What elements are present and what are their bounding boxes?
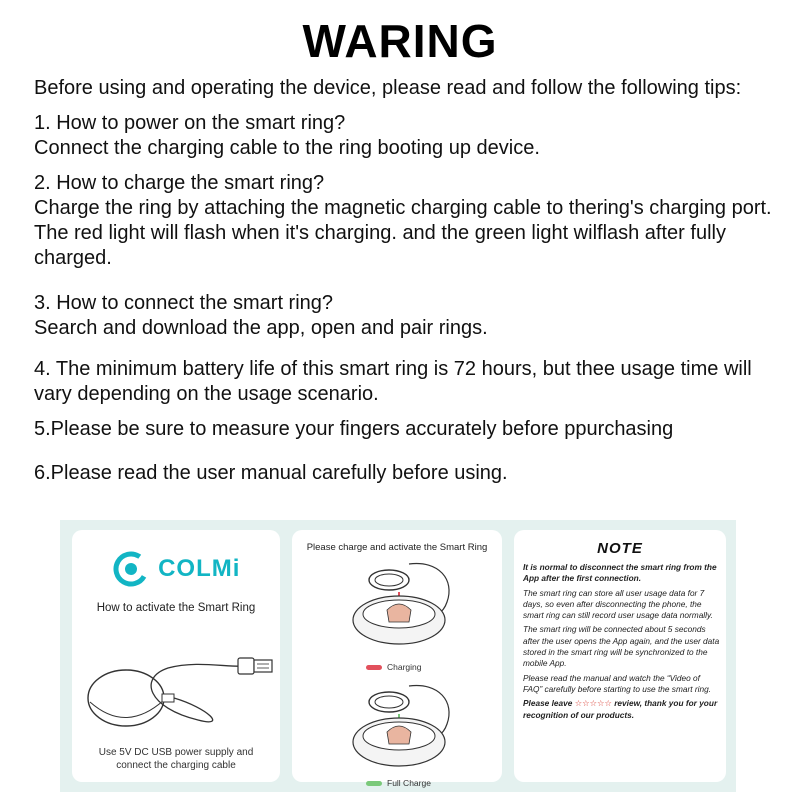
activation-card [72,530,280,782]
charging-case-illustration [347,558,457,653]
charging-card [292,530,502,788]
full-charge-case-illustration [347,680,457,775]
colmi-logo-icon [112,550,150,588]
green-light-indicator [366,781,382,786]
note-review-prefix: Please leave [523,698,573,709]
activation-caption: Use 5V DC USB power supply and connect the charging cable [98,747,254,771]
tip-2-question: 2. How to charge the smart ring? [34,172,325,194]
tips-list [34,76,774,486]
tip-4: 4. The minimum battery life of this smart ring is 72 hours, but thee usage time will vary depending on the usage scenario. [34,358,752,405]
note-paragraph-5 [523,698,721,721]
tip-3-question: 3. How to connect the smart ring? [34,292,334,314]
tip-1-answer: Connect the charging cable to the ring booting up device. [34,137,540,159]
note-paragraph-2: The smart ring can store all user usage data for 7 days, so even after disconnecting the phone, the smart ring can still record user usage data normally. [523,587,713,621]
tip-3-answer: Search and download the app, open and pair rings. [34,317,488,339]
brand-name: COLMi [158,555,241,582]
tip-5: 5.Please be sure to measure your fingers accurately before ppurchasing [34,418,674,440]
intro-text: Before using and operating the device, please read and follow the following tips: [34,77,742,99]
charging-status [366,662,422,672]
charging-heading: Please charge and activate the Smart Ring [306,542,488,553]
instruction-panel [60,520,736,792]
tip-1-question: 1. How to power on the smart ring? [34,112,346,134]
note-title: NOTE [597,540,643,557]
note-paragraph-3: The smart ring will be connected about 5 seconds after the user opens the App again, and the user data stored in the smart ring will be synchronized to the mobile App. [523,624,720,669]
star-rating-icon: ☆☆☆☆☆ [574,698,612,709]
charger-cable-illustration [78,638,278,738]
charging-label: Charging [387,662,422,672]
note-paragraph-4: Please read the manual and watch the “Video of FAQ” carefully before starting to use the smart ring. [523,672,711,694]
note-body [523,562,721,724]
note-review-suffix: review, thank you for your recognition of our products. [523,698,718,720]
red-light-indicator [366,665,382,670]
full-charge-status [366,778,431,788]
activation-heading: How to activate the Smart Ring [96,602,256,614]
note-paragraph-1: It is normal to disconnect the smart ring from the App after the first connection. [523,562,717,584]
tip-6: 6.Please read the user manual carefully before using. [34,462,508,484]
page-title: WARING [302,15,498,67]
note-card [514,530,726,782]
tip-2-answer: Charge the ring by attaching the magnetic charging cable to thering's charging port. The red light will flash when it's charging. and the green light wilflash after fully charged. [34,197,772,269]
brand-logo [72,550,280,588]
full-charge-label: Full Charge [387,778,431,788]
